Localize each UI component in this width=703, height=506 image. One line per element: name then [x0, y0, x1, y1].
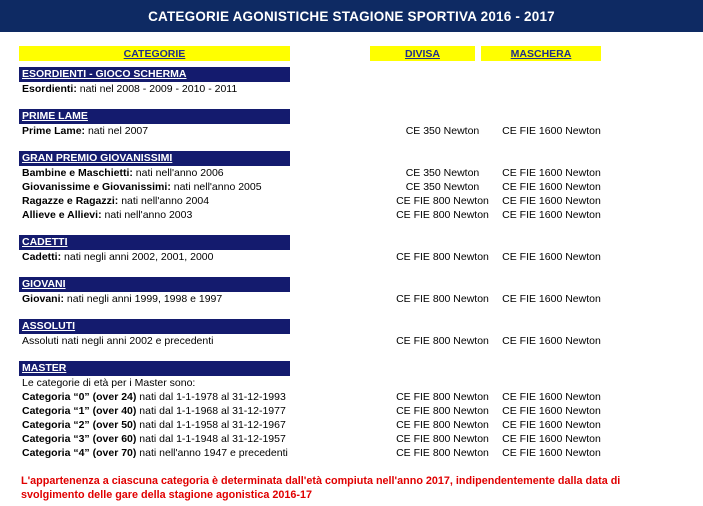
row-master-intro [19, 376, 703, 390]
row-giovani [19, 292, 703, 306]
age-rule-note: L'appartenenza a ciascuna categoria è determinata dall'età compiuta nell'anno 2017, indipendentemente dalla data di svolgimento delle gare della stagione agonistica 2016-17 [21, 475, 621, 501]
row-master-cat-3 [19, 432, 703, 446]
row-label: Allieve e Allievi: nati nell'anno 2003 [22, 209, 193, 221]
row-label: Categoria “0” (over 24) nati dal 1-1-1978 al 31-12-1993 [22, 391, 286, 403]
row-label: Esordienti: nati nel 2008 - 2009 - 2010 - 2011 [22, 83, 238, 95]
row-bambine-maschietti [19, 166, 703, 180]
section-prime-lame: PRIME LAME [19, 109, 290, 124]
maschera-value: CE FIE 1600 Newton [502, 405, 601, 417]
divisa-value: CE FIE 800 Newton [396, 433, 489, 445]
divisa-value: CE FIE 800 Newton [396, 391, 489, 403]
section-giovani: GIOVANI [19, 277, 290, 292]
divisa-value: CE FIE 800 Newton [396, 293, 489, 305]
row-allieve-allievi [19, 208, 703, 222]
maschera-value: CE FIE 1600 Newton [502, 167, 601, 179]
row-assoluti [19, 334, 703, 348]
row-giovanissime-giovanissimi [19, 180, 703, 194]
row-label: Giovani: nati negli anni 1999, 1998 e 1997 [22, 293, 223, 305]
row-label: Cadetti: nati negli anni 2002, 2001, 2000 [22, 251, 214, 263]
header-maschera: MASCHERA [481, 46, 601, 61]
divisa-value: CE FIE 800 Newton [396, 419, 489, 431]
section-assoluti: ASSOLUTI [19, 319, 290, 334]
row-master-cat-4 [19, 446, 703, 460]
row-master-cat-0 [19, 390, 703, 404]
section-cadetti: CADETTI [19, 235, 290, 250]
maschera-value: CE FIE 1600 Newton [502, 251, 601, 263]
divisa-value: CE FIE 800 Newton [396, 405, 489, 417]
row-label: Assoluti nati negli anni 2002 e precedenti [22, 335, 214, 347]
divisa-value: CE 350 Newton [405, 125, 480, 137]
divisa-value: CE FIE 800 Newton [396, 195, 489, 207]
maschera-value: CE FIE 1600 Newton [502, 195, 601, 207]
row-master-cat-1 [19, 404, 703, 418]
header-categorie: CATEGORIE [19, 46, 290, 61]
divisa-value: CE 350 Newton [405, 181, 480, 193]
row-label: Categoria “2” (over 50) nati dal 1-1-1958 al 31-12-1967 [22, 419, 286, 431]
master-intro: Le categorie di età per i Master sono: [22, 377, 196, 389]
header-divisa: DIVISA [370, 46, 475, 61]
row-label: Categoria “1” (over 40) nati dal 1-1-1968 al 31-12-1977 [22, 405, 286, 417]
divisa-value: CE 350 Newton [405, 167, 480, 179]
row-label: Prime Lame: nati nel 2007 [22, 125, 149, 137]
maschera-value: CE FIE 1600 Newton [502, 433, 601, 445]
divisa-value: CE FIE 800 Newton [396, 447, 489, 459]
maschera-value: CE FIE 1600 Newton [502, 181, 601, 193]
row-label: Bambine e Maschietti: nati nell'anno 2006 [22, 167, 224, 179]
section-master: MASTER [19, 361, 290, 376]
row-label: Giovanissime e Giovanissimi: nati nell'anno 2005 [22, 181, 262, 193]
row-label: Ragazze e Ragazzi: nati nell'anno 2004 [22, 195, 210, 207]
row-master-cat-2 [19, 418, 703, 432]
divisa-value: CE FIE 800 Newton [396, 209, 489, 221]
maschera-value: CE FIE 1600 Newton [502, 447, 601, 459]
row-esordienti [19, 82, 703, 96]
row-label: Categoria “3” (over 60) nati dal 1-1-1948 al 31-12-1957 [22, 433, 286, 445]
row-cadetti [19, 250, 703, 264]
maschera-value: CE FIE 1600 Newton [502, 335, 601, 347]
page-title: CATEGORIE AGONISTICHE STAGIONE SPORTIVA 2016 - 2017 [0, 0, 703, 32]
maschera-value: CE FIE 1600 Newton [502, 419, 601, 431]
row-ragazze-ragazzi [19, 194, 703, 208]
section-esordienti: ESORDIENTI - GIOCO SCHERMA [19, 67, 290, 82]
divisa-value: CE FIE 800 Newton [396, 335, 489, 347]
maschera-value: CE FIE 1600 Newton [502, 391, 601, 403]
row-label: Categoria “4” (over 70) nati nell'anno 1947 e precedenti [22, 447, 288, 459]
maschera-value: CE FIE 1600 Newton [502, 293, 601, 305]
row-prime-lame [19, 124, 703, 138]
maschera-value: CE FIE 1600 Newton [502, 209, 601, 221]
section-gran-premio-giovanissimi: GRAN PREMIO GIOVANISSIMI [19, 151, 290, 166]
divisa-value: CE FIE 800 Newton [396, 251, 489, 263]
maschera-value: CE FIE 1600 Newton [502, 125, 601, 137]
